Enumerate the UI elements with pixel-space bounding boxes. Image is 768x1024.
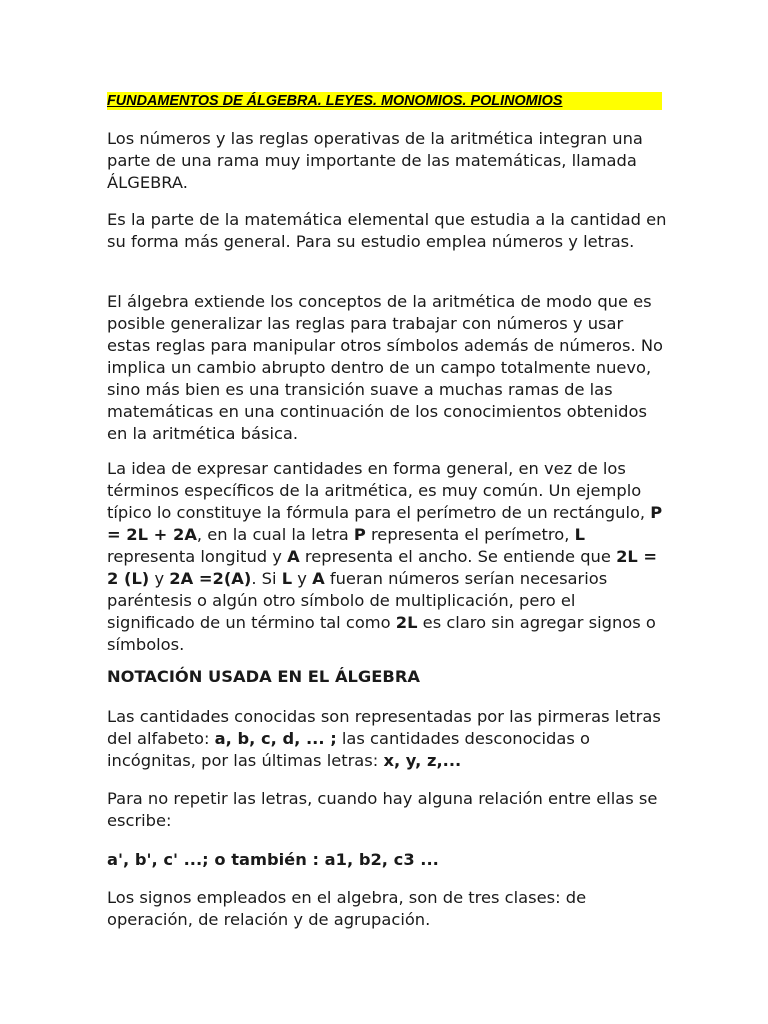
paragraph-prime-notation: a', b', c' ...; o también : a1, b2, c3 ... xyxy=(107,850,439,869)
paragraph-intro: Los números y las reglas operativas de la aritmética integran una parte de una rama muy importante de las matemáticas, llamada ÁLGEBRA. xyxy=(107,129,643,192)
paragraph-repeat-letters: Para no repetir las letras, cuando hay alguna relación entre ellas se escribe: xyxy=(107,789,658,830)
document-title: FUNDAMENTOS DE ÁLGEBRA. LEYES. MONOMIOS. POLINOMIOS xyxy=(107,93,563,109)
paragraph-definition: Es la parte de la matemática elemental que estudia a la cantidad en su forma más general. Para su estudio emplea números y letras. xyxy=(107,210,667,251)
paragraph-known-unknown: Las cantidades conocidas son representadas por las pirmeras letras del alfabeto: a, b, c, d, ... ; las cantidades desconocidas o incógnitas, por las últimas letras: x, y, z,... xyxy=(107,707,661,770)
formula-perimeter: P = 2L + 2A xyxy=(107,503,663,544)
paragraph-perimeter-example: La idea de expresar cantidades en forma general, en vez de los términos específicos de la aritmética, es muy común. Un ejemplo típico lo constituye la fórmula para el perímetro de un rectángulo, P = 2L + 2A, en la cual la letra P representa el perímetro, L representa longitud y A representa el ancho. Se entiende que 2L = 2 (L) y 2A =2(A). Si L y A fueran números serían necesarios paréntesis o algún otro símbolo de multiplicación, pero el significado de un término tal como 2L es claro sin agregar signos o símbolos. xyxy=(107,459,663,654)
section-heading-notation: NOTACIÓN USADA EN EL ÁLGEBRA xyxy=(107,667,420,686)
paragraph-extension: El álgebra extiende los conceptos de la aritmética de modo que es posible generalizar las reglas para trabajar con números y usar estas reglas para manipular otros símbolos además de números. No implica un cambio abrupto dentro de un campo totalmente nuevo, sino más bien es una transición suave a muchas ramas de las matemáticas en una continuación de los conocimientos obtenidos en la aritmética básica. xyxy=(107,292,663,443)
paragraph-sign-classes: Los signos empleados en el algebra, son de tres clases: de operación, de relación y de agrupación. xyxy=(107,888,587,929)
